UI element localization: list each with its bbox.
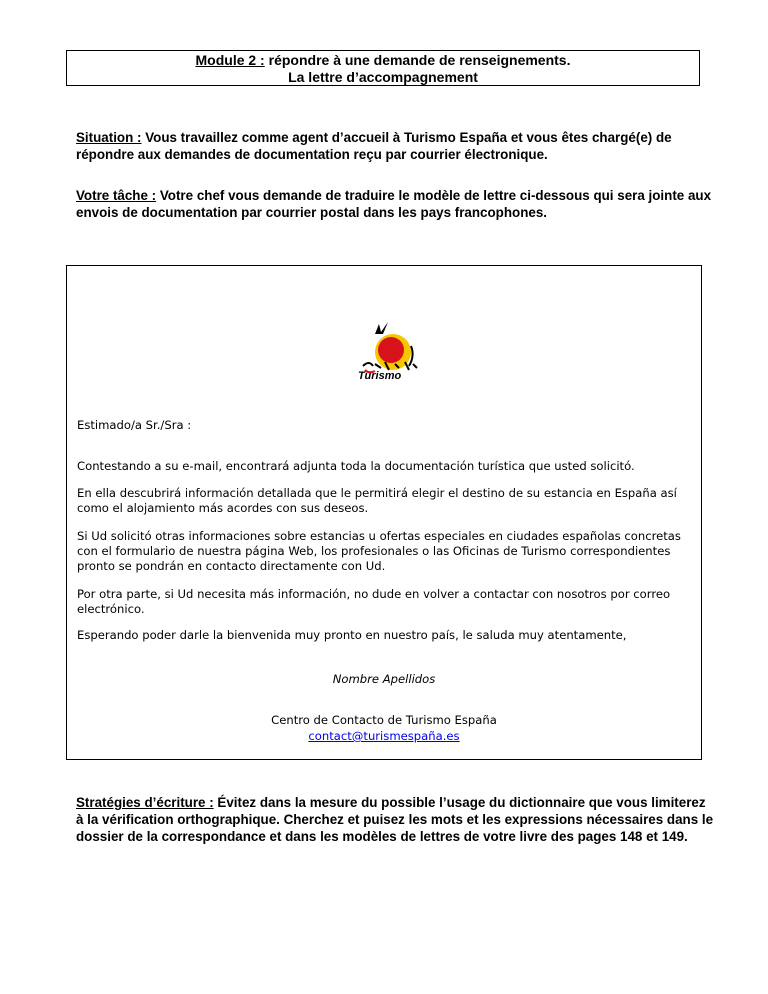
letter-paragraph-3: Si Ud solicitó otras informaciones sobre estancias u ofertas especiales en ciudades españolas concretas con el formulario de nuestra página Web, los profesionales o las Oficinas de Turismo correspondientes pronto se pondrán en contacto directamente con Ud. xyxy=(77,529,681,573)
signature-email-link[interactable]: contact@turismespaña.es xyxy=(308,729,460,743)
task-paragraph xyxy=(76,187,716,221)
writing-strategies xyxy=(76,794,716,845)
letter-greeting: Estimado/a Sr./Sra : xyxy=(77,418,192,432)
module-title-box xyxy=(66,50,700,86)
task-text: Votre chef vous demande de traduire le modèle de lettre ci-dessous qui sera jointe aux envois de documentation par courrier postal dans les pays francophones. xyxy=(76,188,712,220)
signature-organization: Centro de Contacto de Turismo España xyxy=(271,713,497,727)
letter-paragraph-2: En ella descubrirá información detallada que le permitirá elegir el destino de su estancia en España así como el alojamiento más acordes con sus deseos. xyxy=(77,486,677,515)
signature-name: Nombre Apellidos xyxy=(332,672,436,686)
logo-wordmark: Turismo xyxy=(358,370,402,382)
module-title-rest: répondre à une demande de renseignements. xyxy=(268,52,571,68)
letter-model xyxy=(66,265,702,760)
situation-text: Vous travaillez comme agent d’accueil à Turismo España et vous êtes chargé(e) de répondre aux demandes de documentation reçu par courrier électronique. xyxy=(76,130,672,162)
module-label: Module 2 : xyxy=(195,52,265,68)
module-subtitle: La lettre d’accompagnement xyxy=(288,69,478,85)
strategies-text: Évitez dans la mesure du possible l’usage du dictionnaire que vous limiterez à la vérification orthographique. Cherchez et puisez les mots et les expressions nécessaires dans le dossier de la correspondance et dans les modèles de lettres de votre livre des pages 148 et 149. xyxy=(76,795,714,844)
letter-paragraph-4: Por otra parte, si Ud necesita más información, no dude en volver a contactar con nosotros por correo electrónico. xyxy=(77,587,671,616)
letter-paragraph-1: Contestando a su e-mail, encontrará adjunta toda la documentación turística que usted solicitó. xyxy=(77,459,635,473)
task-label: Votre tâche : xyxy=(76,188,157,203)
letter-paragraph-5: Esperando poder darle la bienvenida muy pronto en nuestro país, le saluda muy atentamente, xyxy=(77,628,627,642)
module-title xyxy=(67,52,699,69)
situation-paragraph xyxy=(76,129,716,163)
situation-label: Situation : xyxy=(76,130,142,145)
strategies-label: Stratégies d’écriture : xyxy=(76,795,214,810)
